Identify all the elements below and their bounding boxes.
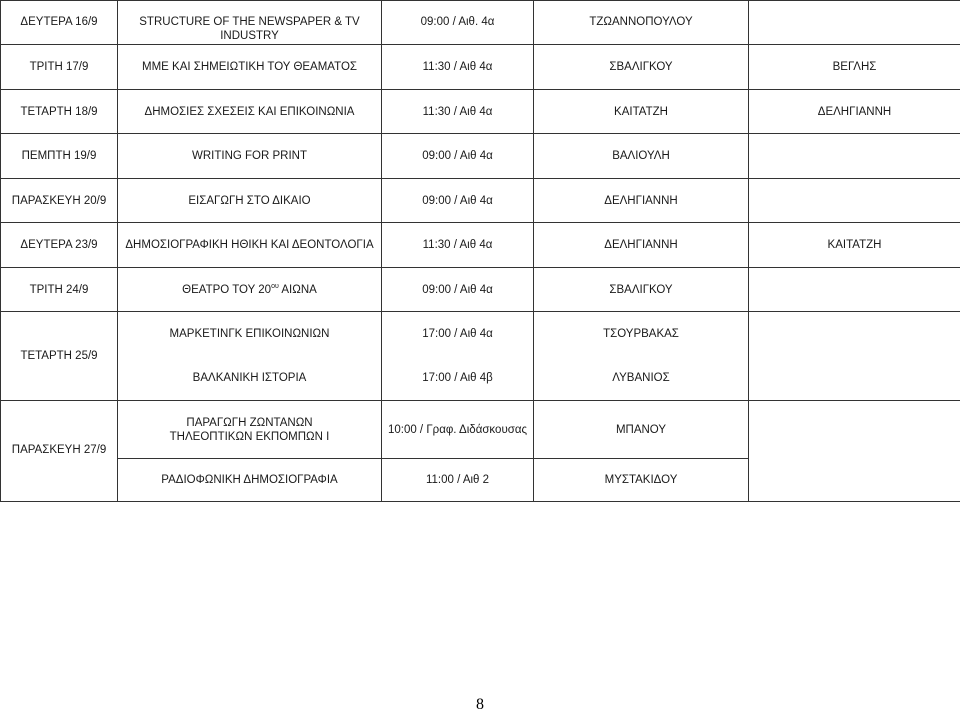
day-cell: ΠΑΡΑΣΚΕΥΗ 20/9 — [1, 179, 118, 223]
day-cell: ΠΕΜΠΤΗ 19/9 — [1, 134, 118, 179]
course-cell: ΠΑΡΑΓΩΓΗ ΖΩΝΤΑΝΩΝ ΤΗΛΕΟΠΤΙΚΩΝ ΕΚΠΟΜΠΩΝ Ι — [118, 401, 382, 459]
day-cell: ΠΑΡΑΣΚΕΥΗ 27/9 — [1, 401, 118, 502]
time-cell: 11:30 / Αιθ 4α — [382, 45, 534, 90]
examiner2-cell — [749, 1, 960, 45]
ordinal-suffix: ου — [271, 283, 279, 290]
day-cell: ΤΡΙΤΗ 17/9 — [1, 45, 118, 90]
time-cell: 09:00 / Αιθ. 4α — [382, 1, 534, 45]
course-cell: ΒΑΛΚΑΝΙΚΗ ΙΣΤΟΡΙΑ — [118, 356, 382, 401]
course-cell: ΜΜΕ ΚΑΙ ΣΗΜΕΙΩΤΙΚΗ ΤΟΥ ΘΕΑΜΑΤΟΣ — [118, 45, 382, 90]
time-cell: 10:00 / Γραφ. Διδάσκουσας — [382, 401, 534, 459]
examiner-cell: ΣΒΑΛΙΓΚΟΥ — [534, 45, 749, 90]
examiner2-cell: ΚΑΙΤΑΤΖΗ — [749, 223, 960, 268]
table-row — [1, 223, 960, 268]
time-cell: 11:00 / Αιθ 2 — [382, 459, 534, 502]
examiner2-cell: ΒΕΓΛΗΣ — [749, 45, 960, 90]
table-row — [1, 179, 960, 223]
table-row — [1, 45, 960, 90]
day-cell: ΔΕΥΤΕΡΑ 23/9 — [1, 223, 118, 268]
time-cell: 17:00 / Αιθ 4α — [382, 312, 534, 356]
time-cell: 11:30 / Αιθ 4α — [382, 223, 534, 268]
examiner2-cell: ΔΕΛΗΓΙΑΝΝΗ — [749, 90, 960, 134]
examiner2-cell — [749, 268, 960, 312]
day-cell: ΤΕΤΑΡΤΗ 18/9 — [1, 90, 118, 134]
examiner-cell: ΤΣΟΥΡΒΑΚΑΣ — [534, 312, 749, 356]
time-cell: 09:00 / Αιθ 4α — [382, 268, 534, 312]
time-cell: 11:30 / Αιθ 4α — [382, 90, 534, 134]
examiner-cell: ΒΑΛΙΟΥΛΗ — [534, 134, 749, 179]
examiner2-cell — [749, 401, 960, 459]
examiner2-cell — [749, 179, 960, 223]
examiner-cell: ΚΑΙΤΑΤΖΗ — [534, 90, 749, 134]
course-cell: ΕΙΣΑΓΩΓΗ ΣΤΟ ΔΙΚΑΙΟ — [118, 179, 382, 223]
day-cell: ΤΡΙΤΗ 24/9 — [1, 268, 118, 312]
course-cell: WRITING FOR PRINT — [118, 134, 382, 179]
course-cell: ΜΑΡΚΕΤΙΝΓΚ ΕΠΙΚΟΙΝΩΝΙΩΝ — [118, 312, 382, 356]
course-cell: ΔΗΜΟΣΙΕΣ ΣΧΕΣΕΙΣ ΚΑΙ ΕΠΙΚΟΙΝΩΝΙΑ — [118, 90, 382, 134]
examiner-cell: ΔΕΛΗΓΙΑΝΝΗ — [534, 179, 749, 223]
table-row — [1, 1, 960, 45]
course-cell: ΔΗΜΟΣΙΟΓΡΑΦΙΚΗ ΗΘΙΚΗ ΚΑΙ ΔΕΟΝΤΟΛΟΓΙΑ — [118, 223, 382, 268]
time-cell: 17:00 / Αιθ 4β — [382, 356, 534, 401]
table-row — [1, 134, 960, 179]
page-number: 8 — [0, 696, 960, 714]
course-cell — [118, 268, 382, 312]
course-text-tail: ΑΙΩΝΑ — [279, 284, 317, 296]
course-text: ΘΕΑΤΡΟ ΤΟΥ 20 — [182, 284, 271, 296]
course-cell: STRUCTURE OF THE NEWSPAPER & TV INDUSTRY — [118, 1, 382, 45]
day-cell: ΔΕΥΤΕΡΑ 16/9 — [1, 1, 118, 45]
table-row — [1, 268, 960, 312]
examiner2-cell — [749, 356, 960, 401]
examiner-cell: ΜΥΣΤΑΚΙΔΟΥ — [534, 459, 749, 502]
examiner2-cell — [749, 459, 960, 502]
time-cell: 09:00 / Αιθ 4α — [382, 134, 534, 179]
course-cell: ΡΑΔΙΟΦΩΝΙΚΗ ΔΗΜΟΣΙΟΓΡΑΦΙΑ — [118, 459, 382, 502]
time-cell: 09:00 / Αιθ 4α — [382, 179, 534, 223]
table-row — [1, 459, 960, 502]
examiner2-cell — [749, 134, 960, 179]
table-row — [1, 90, 960, 134]
examiner-cell: ΔΕΛΗΓΙΑΝΝΗ — [534, 223, 749, 268]
day-cell: ΤΕΤΑΡΤΗ 25/9 — [1, 312, 118, 401]
examiner-cell: ΜΠΑΝΟΥ — [534, 401, 749, 459]
table-row — [1, 401, 960, 459]
examiner2-cell — [749, 312, 960, 356]
table-row — [1, 312, 960, 356]
examiner-cell: ΛΥΒΑΝΙΟΣ — [534, 356, 749, 401]
examiner-cell: ΣΒΑΛΙΓΚΟΥ — [534, 268, 749, 312]
table-row — [1, 356, 960, 401]
examiner-cell: ΤΖΩΑΝΝΟΠΟΥΛΟΥ — [534, 1, 749, 45]
